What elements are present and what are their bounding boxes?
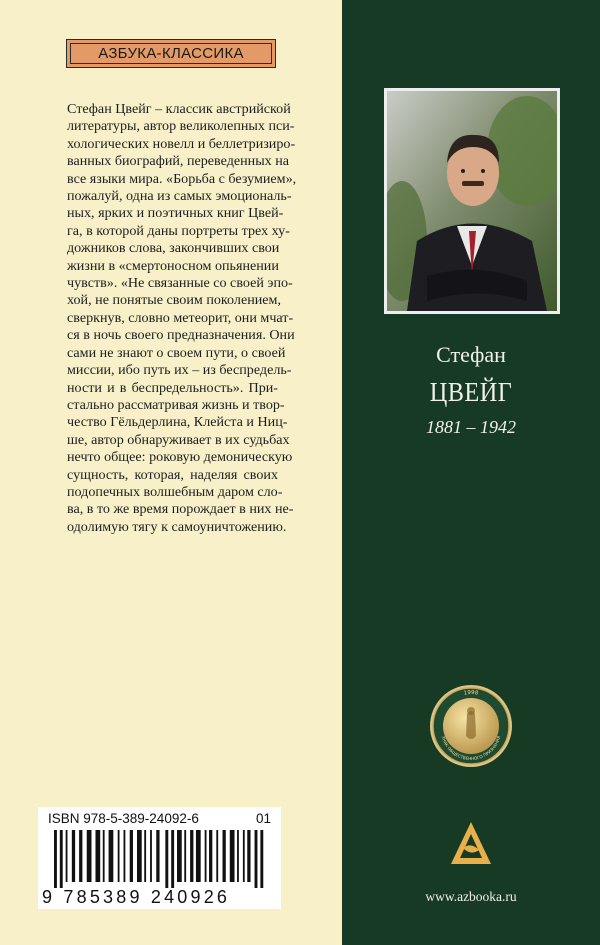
annotation-line: жизни в «смертоносном опьянении bbox=[67, 257, 279, 274]
azbooka-logo-icon bbox=[449, 820, 493, 866]
annotation-line: ванных биографий, переведенных на bbox=[67, 153, 290, 170]
annotation-line: чество Гёльдерлина, Клейста и Ниц- bbox=[67, 414, 288, 431]
annotation-line: ся в ночь своего предназначения. Они bbox=[67, 327, 295, 344]
annotation-line: все языки мира. «Борьба с безумием», bbox=[67, 170, 297, 187]
annotation-line: одолимую тягу к самоуничтожению. bbox=[67, 518, 287, 535]
annotation-line: ных, ярких и поэтичных книг Цвей- bbox=[67, 205, 284, 222]
series-badge bbox=[66, 39, 276, 68]
award-seal-icon bbox=[429, 684, 513, 768]
author-last-name: ЦВЕЙГ bbox=[429, 377, 513, 407]
publisher-website: www.azbooka.ru bbox=[425, 889, 517, 904]
annotation-line: га, в которой даны портреты трех ху- bbox=[67, 222, 290, 239]
annotation-line: ва, в то же время порождает в них не- bbox=[67, 501, 294, 518]
annotation-line: сверкнув, словно метеорит, они мчат- bbox=[67, 309, 294, 326]
svg-text:1998 bbox=[463, 690, 479, 697]
isbn-barcode bbox=[38, 807, 281, 909]
author-years: 1881 – 1942 bbox=[426, 417, 516, 437]
annotation-line: Стефан Цвейг – классик австрийской bbox=[67, 101, 291, 117]
author-portrait-photo bbox=[384, 88, 560, 314]
annotation-line: пожалуй, одна из самых эмоциональ- bbox=[67, 188, 292, 205]
book-annotation bbox=[67, 101, 297, 536]
series-label: АЗБУКА-КЛАССИКА bbox=[70, 43, 272, 64]
annotation-line: хой, не понятые своим поколением, bbox=[67, 292, 281, 309]
annotation-line: стально рассматривая жизнь и твор- bbox=[67, 396, 285, 413]
annotation-line: чувств». «Не связанные со своей эпо- bbox=[67, 275, 293, 292]
annotation-line: нечто общее: роковую демоническую bbox=[67, 449, 293, 466]
annotation-line: литературы, автор великолепных пси- bbox=[67, 118, 295, 135]
annotation-line: дожников слова, закончивших свои bbox=[67, 240, 280, 257]
annotation-line: сами не знают о своем пути, о своей bbox=[67, 344, 286, 361]
annotation-line: ности и в беспредельность». При- bbox=[67, 379, 278, 396]
barcode-bars-icon bbox=[54, 830, 264, 888]
annotation-line: ше, автор обнаруживает в их судьбах bbox=[67, 431, 290, 448]
annotation-line: подопечных волшебным даром сло- bbox=[67, 483, 283, 500]
author-first-name: Стефан bbox=[436, 342, 506, 367]
annotation-line: миссии, ибо путь их – из беспредель- bbox=[67, 362, 292, 379]
seal-ring-text: ЗНАК ОБЩЕСТВЕННОГО ПРИЗНАНИЯ bbox=[440, 735, 502, 762]
isbn-suffix: 01 bbox=[255, 811, 271, 826]
annotation-line: сущность, которая, наделяя своих bbox=[67, 466, 278, 483]
seal-year: 1998 bbox=[463, 689, 479, 697]
portrait-illustration bbox=[387, 91, 557, 311]
isbn-number: ISBN 978-5-389-24092-6 bbox=[48, 811, 199, 826]
ean-digits: 9 785389 240926 bbox=[42, 887, 231, 907]
annotation-line: хологических новелл и беллетризиро- bbox=[67, 135, 296, 152]
